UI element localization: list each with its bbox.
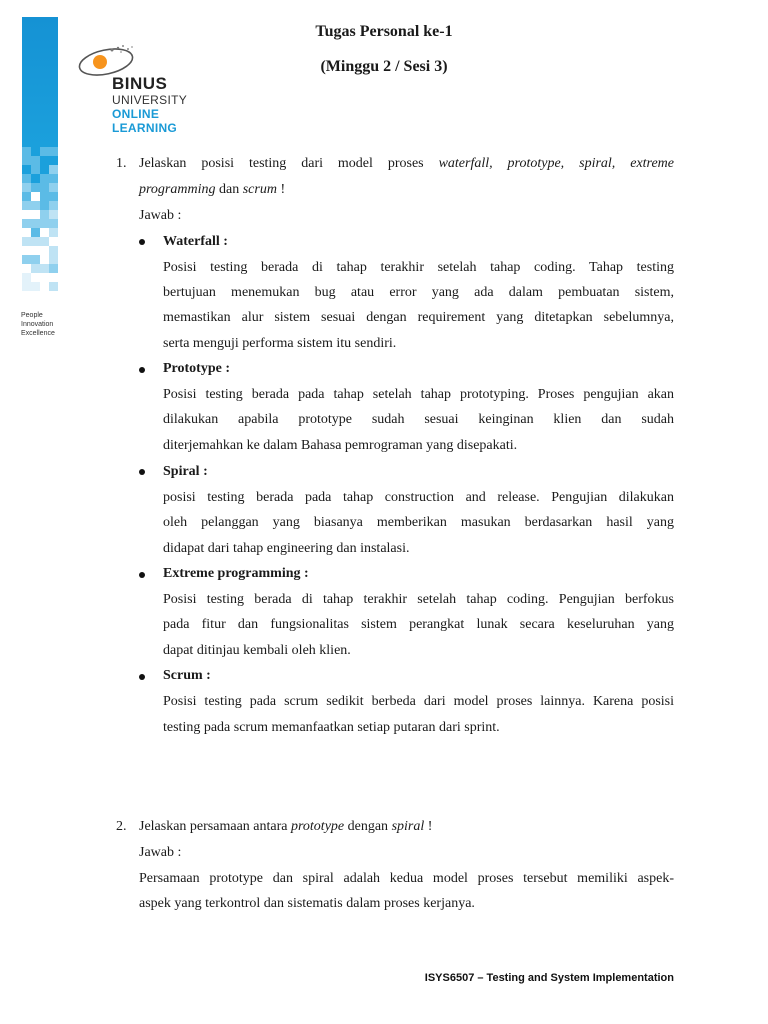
page-title: Tugas Personal ke-1 (315, 23, 453, 40)
mosaic-tile (49, 201, 58, 210)
mosaic-tile (31, 282, 40, 291)
mosaic-tile (31, 183, 40, 192)
mosaic-tile (40, 174, 49, 183)
mosaic-tile (40, 192, 49, 201)
mosaic-tile (22, 282, 31, 291)
mosaic-tile (49, 210, 58, 219)
mosaic-tile (49, 282, 58, 291)
logo-brand: BINUS (112, 74, 168, 93)
mosaic-tile (22, 147, 31, 156)
mosaic-tile (49, 165, 58, 174)
mosaic-tile (31, 237, 40, 246)
bullet-icon (139, 367, 145, 373)
bullet-icon (139, 239, 145, 245)
mosaic-tile (40, 264, 49, 273)
q2-answer-line: aspek yang terkontrol dan sistematis dalam proses kerjanya. (139, 896, 475, 911)
q1-question-dan: dan (215, 182, 243, 197)
mosaic-tile (49, 228, 58, 237)
mosaic-tile (40, 147, 49, 156)
q2-question-prototype: prototype (290, 819, 345, 834)
xp-heading: Extreme programming : (163, 566, 309, 581)
xp-line: pada fitur dan fungsionalitas sistem perangkat lunak secara keseluruhan yang (163, 617, 674, 632)
q2-answer-line: Persamaan prototype dan spiral adalah kedua model proses tersebut memiliki aspek- (139, 871, 674, 886)
q2-question-dengan: dengan (344, 819, 392, 834)
q2-question-text: Jelaskan persamaan antara (139, 819, 291, 834)
tagline-excellence: Excellence (21, 330, 55, 337)
brand-stripe-solid (22, 17, 58, 147)
q2-question-spiral: spiral (391, 819, 425, 834)
mosaic-tile (49, 183, 58, 192)
mosaic-tile (31, 174, 40, 183)
brand-stripe (22, 17, 58, 297)
spiral-heading: Spiral : (163, 464, 208, 479)
tagline-innovation: Innovation (21, 321, 54, 328)
logo-university: UNIVERSITY (112, 93, 188, 107)
q1-question-scrum: scrum (242, 182, 277, 197)
mosaic-tile (40, 210, 49, 219)
course-footer: ISYS6507 – Testing and System Implementation (424, 972, 674, 984)
xp-line: Posisi testing berada di tahap terakhir setelah tahap coding. Pengujian berfokus (163, 592, 674, 607)
mosaic-tile (31, 156, 40, 165)
q2-number: 2. (116, 819, 127, 834)
waterfall-line: bertujuan menemukan bug atau error yang ada dalam pembuatan sistem, (163, 285, 674, 300)
mosaic-tile (49, 255, 58, 264)
mosaic-tile (22, 219, 31, 228)
mosaic-tile (49, 192, 58, 201)
q1-number: 1. (116, 156, 127, 171)
mosaic-tile (22, 174, 31, 183)
q1-answer-label: Jawab : (139, 208, 182, 223)
mosaic-tile (22, 165, 31, 174)
waterfall-line: Posisi testing berada di tahap terakhir setelah tahap coding. Tahap testing (163, 260, 674, 275)
mosaic-tile (31, 147, 40, 156)
mosaic-tile (49, 156, 58, 165)
mosaic-tile (31, 228, 40, 237)
page-subtitle: (Minggu 2 / Sesi 3) (320, 58, 448, 75)
mosaic-tile (22, 201, 31, 210)
mosaic-tile (22, 192, 31, 201)
scrum-line: testing pada scrum memanfaatkan setiap putaran dari sprint. (163, 720, 500, 735)
mosaic-tile (49, 174, 58, 183)
mosaic-tile (40, 183, 49, 192)
waterfall-line: memastikan alur sistem sesuai dengan requirement yang ditetapkan sebelumnya, (163, 310, 674, 325)
mosaic-tile (31, 255, 40, 264)
q1-question-models: waterfall, prototype, spiral, extreme (438, 156, 675, 171)
mosaic-tile (31, 219, 40, 228)
mosaic-tile (31, 264, 40, 273)
bullet-icon (139, 572, 145, 578)
spiral-line: oleh pelanggan yang biasanya memberikan masukan berdasarkan hasil yang (163, 515, 674, 530)
scrum-line: Posisi testing pada scrum sedikit berbeda dari model proses lainnya. Karena posisi (163, 694, 674, 709)
q1-question-line2 (139, 180, 285, 200)
mosaic-tile (49, 246, 58, 255)
mosaic-tile (40, 201, 49, 210)
prototype-line: dilakukan apabila prototype sudah sesuai keinginan klien dan sudah (163, 412, 674, 427)
mosaic-tile (40, 219, 49, 228)
mosaic-tile (22, 273, 31, 282)
xp-line: dapat ditinjau kembali oleh klien. (163, 643, 351, 658)
mosaic-tile (22, 183, 31, 192)
prototype-heading: Prototype : (163, 361, 230, 376)
q2-answer-label: Jawab : (139, 845, 182, 860)
mosaic-tile (40, 156, 49, 165)
mosaic-tile (49, 264, 58, 273)
spiral-line: didapat dari tahap engineering dan instalasi. (163, 541, 410, 556)
mosaic-tile (49, 147, 58, 156)
mosaic-tile (22, 255, 31, 264)
spiral-line: posisi testing berada pada tahap construction and release. Pengujian dilakukan (163, 490, 674, 505)
mosaic-tile (31, 201, 40, 210)
tagline-people: People (21, 312, 43, 319)
binus-logo (76, 36, 196, 136)
waterfall-heading: Waterfall : (163, 234, 228, 249)
logo-learning: LEARNING (112, 121, 178, 135)
q1-question-text: Jelaskan posisi testing dari model proses (139, 156, 439, 171)
scrum-heading: Scrum : (163, 668, 211, 683)
bullet-icon (139, 469, 145, 475)
q1-question-programming: programming (139, 182, 216, 197)
waterfall-line: serta menguji performa sistem itu sendiri. (163, 336, 397, 351)
mosaic-tile (40, 165, 49, 174)
brand-stripe-mosaic (22, 147, 58, 297)
mosaic-tile (22, 156, 31, 165)
mosaic-tile (22, 237, 31, 246)
mosaic-tile (31, 165, 40, 174)
logo-online: ONLINE (112, 107, 160, 121)
q1-question-line1 (139, 154, 674, 174)
mosaic-tile (49, 219, 58, 228)
q2-question (139, 817, 432, 837)
mosaic-tile (40, 237, 49, 246)
bullet-icon (139, 674, 145, 680)
prototype-line: diterjemahkan ke dalam Bahasa pemrograman yang disepakati. (163, 438, 518, 453)
tagline (21, 311, 55, 338)
q1-question-mark: ! (276, 182, 286, 197)
prototype-line: Posisi testing berada pada tahap setelah tahap prototyping. Proses pengujian akan (163, 387, 674, 402)
q2-question-mark: ! (424, 819, 433, 834)
